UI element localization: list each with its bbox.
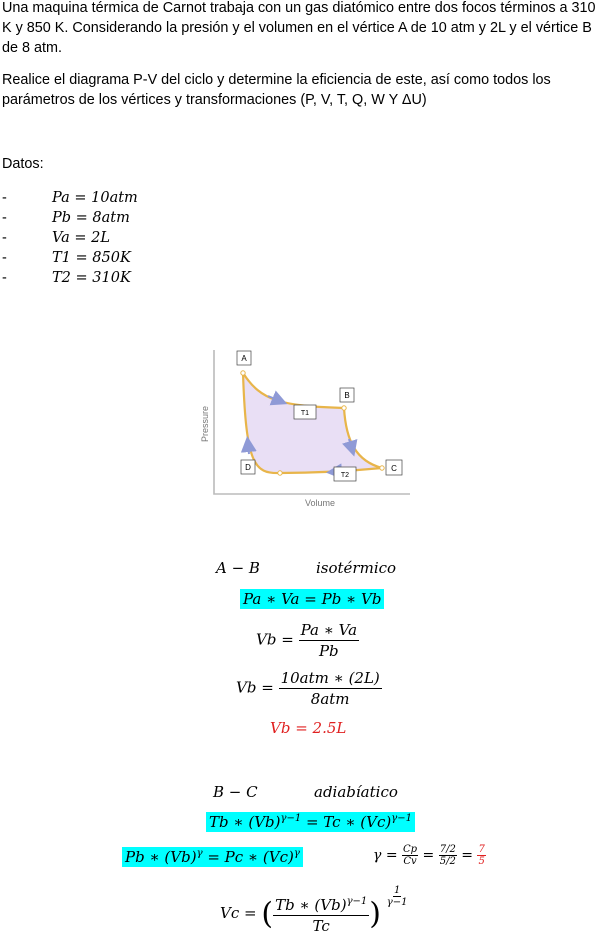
pv-diagram [196, 346, 418, 514]
label-b: B [344, 391, 350, 400]
gamma-f2-num: 7 [478, 844, 485, 855]
datos-value: Pb = 8atm [52, 210, 130, 226]
gamma-f2-den: 5 [478, 856, 485, 867]
label-c: C [391, 464, 397, 473]
statement-paragraph-2: Realice el diagrama P-V del ciclo y determine la eficiencia de este, así como todos los parámetros de los vértices y transformaciones (P, V, T, Q, W Y ΔU) [2, 72, 551, 108]
vertex-b-dot [342, 406, 346, 410]
pv-ylabel: Pressure [200, 405, 210, 443]
datos-list [2, 188, 138, 288]
vertex-c-dot [380, 466, 384, 470]
bc-equation-2 [122, 848, 303, 866]
gamma-eq-1: = [422, 847, 435, 864]
vc-right-paren: ) [369, 896, 381, 932]
ab-process-type: isotérmico [316, 559, 397, 577]
label-t2: T2 [340, 472, 350, 479]
gamma-fraction-result [477, 844, 485, 867]
vc-exp-den: γ−1 [386, 896, 408, 908]
bc-eq2-highlight [122, 847, 303, 867]
vc-num-a: Tb ∗ (Vb) [275, 896, 347, 914]
arrow-da [248, 444, 249, 454]
label-a: A [241, 354, 247, 363]
datos-item [2, 208, 138, 228]
statement-paragraph-1: Una maquina térmica de Carnot trabaja con un gas diatómico entre dos focos términos a 310 K y 850 K. Considerando la presión y el volumen en el vértice A de 10 atm y 2L y el vértice B de 8 atm. [2, 0, 596, 56]
list-dash: - [2, 250, 7, 266]
bc-eq2-a: Pb ∗ (Vb) [125, 848, 197, 866]
datos-value: T2 = 310K [52, 270, 131, 286]
list-dash: - [2, 270, 7, 286]
list-dash: - [2, 210, 7, 226]
vc-den: Tc [312, 917, 330, 935]
bc-equation-1 [206, 813, 415, 831]
gamma-fraction-1 [439, 844, 457, 867]
vertex-a-dot [241, 371, 245, 375]
bc-eq1-exp1: γ−1 [280, 813, 302, 824]
gamma-f1-den: 5/2 [439, 856, 456, 867]
datos-item [2, 248, 138, 268]
bc-eq1-a: Tb ∗ (Vb) [209, 813, 281, 831]
vc-fraction [273, 892, 369, 936]
label-t1: T1 [300, 410, 310, 417]
list-dash: - [2, 230, 7, 246]
bc-process-type: adiabíatico [314, 783, 398, 801]
ab-eq3-lhs: Vb = [236, 678, 274, 697]
vc-num [273, 892, 369, 916]
datos-value: Va = 2L [52, 230, 111, 246]
ab-eq2-den: Pb [318, 642, 339, 660]
bc-eq2-b: = Pc ∗ (Vc) [202, 848, 294, 866]
bc-eq1-b: = Tc ∗ (Vc) [301, 813, 392, 831]
ab-eq2-num: Pa ∗ Va [300, 621, 358, 639]
gamma-cp: Cp [403, 844, 418, 855]
gamma-f1-num: 7/2 [439, 844, 456, 855]
vc-exp-num: 1 [393, 884, 401, 896]
vc-num-exp: γ−1 [346, 896, 368, 907]
bc-step-label: B − C [213, 783, 258, 801]
gamma-cv: Cv [403, 856, 417, 867]
gamma-lhs: γ = [373, 847, 398, 864]
ab-eq3-num: 10atm ∗ (2L) [280, 669, 380, 687]
problem-statement [2, 0, 606, 110]
vc-exponent [386, 885, 409, 908]
bc-eq1-highlight [206, 812, 415, 832]
ab-equation-3 [236, 668, 382, 709]
ab-result: Vb = 2.5L [270, 719, 347, 737]
vc-left-paren: ( [261, 896, 274, 932]
datos-item [2, 228, 138, 248]
list-dash: - [2, 190, 7, 206]
bc-eq2-exp1: γ [196, 848, 203, 859]
datos-item [2, 268, 138, 288]
ab-eq2-fraction [299, 620, 360, 661]
gamma-eq-2: = [461, 847, 473, 864]
gamma-equation [373, 844, 486, 867]
vertex-d-dot [278, 471, 282, 475]
gamma-cp-cv [402, 844, 418, 867]
ab-equation-2 [256, 620, 359, 661]
datos-value: T1 = 850K [52, 250, 131, 266]
bc-eq1-exp2: γ−1 [391, 813, 412, 824]
ab-eq2-lhs: Vb = [256, 630, 294, 649]
pv-xlabel: Volume [304, 498, 336, 508]
vc-equation [220, 884, 409, 936]
ab-eq1-highlight: Pa ∗ Va = Pb ∗ Vb [240, 589, 384, 609]
ab-eq3-fraction [279, 668, 382, 709]
datos-item [2, 188, 138, 208]
ab-eq3-den: 8atm [310, 690, 350, 708]
datos-title: Datos: [2, 156, 44, 172]
label-d: D [245, 463, 251, 472]
ab-equation-1 [240, 590, 384, 608]
ab-step-label: A − B [216, 559, 260, 577]
bc-eq2-exp2: γ [293, 848, 300, 859]
datos-value: Pa = 10atm [52, 190, 138, 206]
vc-lhs: Vc = [220, 904, 257, 922]
